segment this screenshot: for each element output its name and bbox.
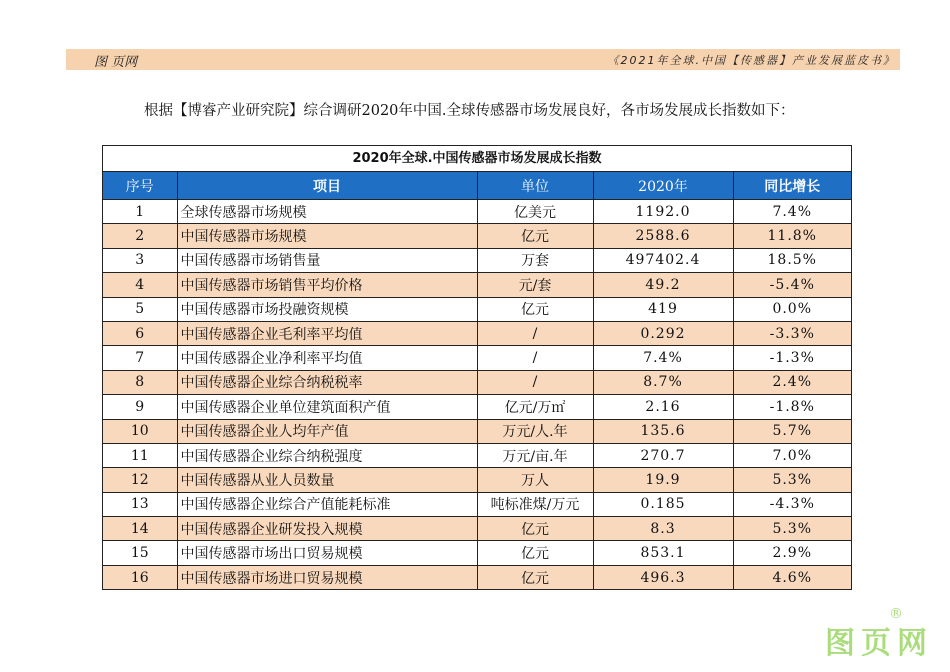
cell-unit: 亿美元 bbox=[477, 200, 593, 224]
cell-growth: -5.4% bbox=[733, 273, 851, 297]
cell-index: 1 bbox=[103, 200, 177, 224]
cell-index: 9 bbox=[103, 395, 177, 419]
cell-value: 2588.6 bbox=[593, 224, 733, 248]
table-row bbox=[103, 419, 851, 443]
cell-item: 中国传感器企业毛利率平均值 bbox=[177, 321, 477, 345]
registered-mark: ® bbox=[889, 606, 903, 622]
table-row bbox=[103, 517, 851, 541]
cell-unit: 万元/人.年 bbox=[477, 419, 593, 443]
cell-growth: 5.3% bbox=[733, 517, 851, 541]
cell-item: 中国传感器市场销售平均价格 bbox=[177, 273, 477, 297]
cell-value: 135.6 bbox=[593, 419, 733, 443]
cell-index: 4 bbox=[103, 273, 177, 297]
cell-item: 中国传感器企业综合纳税强度 bbox=[177, 443, 477, 467]
header-unit: 单位 bbox=[477, 172, 593, 200]
cell-unit: 亿元 bbox=[477, 297, 593, 321]
cell-value: 49.2 bbox=[593, 273, 733, 297]
cell-growth: 5.7% bbox=[733, 419, 851, 443]
cell-growth: -4.3% bbox=[733, 492, 851, 516]
cell-index: 16 bbox=[103, 565, 177, 589]
cell-unit: 亿元 bbox=[477, 224, 593, 248]
cell-index: 8 bbox=[103, 370, 177, 394]
cell-growth: 4.6% bbox=[733, 565, 851, 589]
cell-growth: 0.0% bbox=[733, 297, 851, 321]
cell-growth: -3.3% bbox=[733, 321, 851, 345]
cell-index: 10 bbox=[103, 419, 177, 443]
table-title: 2020年全球.中国传感器市场发展成长指数 bbox=[103, 146, 851, 172]
cell-growth: 11.8% bbox=[733, 224, 851, 248]
cell-value: 7.4% bbox=[593, 346, 733, 370]
cell-unit: 亿元/万㎡ bbox=[477, 395, 593, 419]
cell-unit: 亿元 bbox=[477, 517, 593, 541]
table-row bbox=[103, 297, 851, 321]
cell-unit: 吨标准煤/万元 bbox=[477, 492, 593, 516]
cell-item: 中国传感器市场进口贸易规模 bbox=[177, 565, 477, 589]
cell-index: 5 bbox=[103, 297, 177, 321]
table-row bbox=[103, 443, 851, 467]
cell-growth: 7.4% bbox=[733, 200, 851, 224]
table-row bbox=[103, 321, 851, 345]
table-row bbox=[103, 468, 851, 492]
cell-item: 中国传感器企业单位建筑面积产值 bbox=[177, 395, 477, 419]
cell-unit: 万人 bbox=[477, 468, 593, 492]
table-row bbox=[103, 346, 851, 370]
cell-index: 14 bbox=[103, 517, 177, 541]
cell-item: 中国传感器企业研发投入规模 bbox=[177, 517, 477, 541]
cell-item: 中国传感器企业综合纳税税率 bbox=[177, 370, 477, 394]
cell-unit: 元/套 bbox=[477, 273, 593, 297]
cell-growth: 7.0% bbox=[733, 443, 851, 467]
cell-index: 2 bbox=[103, 224, 177, 248]
growth-index-table bbox=[102, 145, 852, 590]
table-row bbox=[103, 565, 851, 589]
table-row bbox=[103, 395, 851, 419]
cell-unit: 万套 bbox=[477, 248, 593, 272]
cell-growth: -1.8% bbox=[733, 395, 851, 419]
cell-value: 8.7% bbox=[593, 370, 733, 394]
cell-value: 270.7 bbox=[593, 443, 733, 467]
cell-growth: 18.5% bbox=[733, 248, 851, 272]
cell-item: 中国传感器市场投融资规模 bbox=[177, 297, 477, 321]
cell-index: 6 bbox=[103, 321, 177, 345]
cell-growth: -1.3% bbox=[733, 346, 851, 370]
table-header-row bbox=[103, 172, 851, 200]
watermark-logo: 图页网 bbox=[825, 626, 933, 661]
cell-index: 7 bbox=[103, 346, 177, 370]
cell-unit: / bbox=[477, 346, 593, 370]
header-site-name: 图 页网 bbox=[94, 55, 138, 70]
cell-value: 2.16 bbox=[593, 395, 733, 419]
cell-value: 0.292 bbox=[593, 321, 733, 345]
table-row bbox=[103, 370, 851, 394]
cell-index: 11 bbox=[103, 443, 177, 467]
header-year: 2020年 bbox=[593, 172, 733, 200]
cell-unit: / bbox=[477, 321, 593, 345]
cell-value: 19.9 bbox=[593, 468, 733, 492]
cell-item: 中国传感器企业人均年产值 bbox=[177, 419, 477, 443]
cell-item: 中国传感器企业净利率平均值 bbox=[177, 346, 477, 370]
header-item: 项目 bbox=[177, 172, 477, 200]
table-row bbox=[103, 541, 851, 565]
data-table bbox=[103, 172, 851, 589]
cell-unit: / bbox=[477, 370, 593, 394]
table-row bbox=[103, 492, 851, 516]
cell-item: 中国传感器市场销售量 bbox=[177, 248, 477, 272]
cell-index: 12 bbox=[103, 468, 177, 492]
intro-paragraph: 根据【博睿产业研究院】综合调研2020年中国.全球传感器市场发展良好，各市场发展成长指数如下： bbox=[144, 103, 795, 119]
cell-growth: 2.4% bbox=[733, 370, 851, 394]
table-row bbox=[103, 200, 851, 224]
header-index: 序号 bbox=[103, 172, 177, 200]
cell-item: 全球传感器市场规模 bbox=[177, 200, 477, 224]
cell-item: 中国传感器企业综合产值能耗标准 bbox=[177, 492, 477, 516]
table-row bbox=[103, 273, 851, 297]
table-row bbox=[103, 248, 851, 272]
cell-index: 15 bbox=[103, 541, 177, 565]
cell-value: 0.185 bbox=[593, 492, 733, 516]
cell-value: 8.3 bbox=[593, 517, 733, 541]
header-growth: 同比增长 bbox=[733, 172, 851, 200]
cell-growth: 2.9% bbox=[733, 541, 851, 565]
table-row bbox=[103, 224, 851, 248]
cell-value: 419 bbox=[593, 297, 733, 321]
cell-item: 中国传感器从业人员数量 bbox=[177, 468, 477, 492]
cell-value: 497402.4 bbox=[593, 248, 733, 272]
cell-unit: 亿元 bbox=[477, 565, 593, 589]
header-document-title: 《2021年全球.中国【传感器】产业发展蓝皮书》 bbox=[607, 54, 896, 67]
cell-index: 13 bbox=[103, 492, 177, 516]
cell-index: 3 bbox=[103, 248, 177, 272]
cell-value: 1192.0 bbox=[593, 200, 733, 224]
cell-unit: 亿元 bbox=[477, 541, 593, 565]
cell-growth: 5.3% bbox=[733, 468, 851, 492]
cell-item: 中国传感器市场规模 bbox=[177, 224, 477, 248]
cell-item: 中国传感器市场出口贸易规模 bbox=[177, 541, 477, 565]
cell-value: 853.1 bbox=[593, 541, 733, 565]
cell-unit: 万元/亩.年 bbox=[477, 443, 593, 467]
cell-value: 496.3 bbox=[593, 565, 733, 589]
